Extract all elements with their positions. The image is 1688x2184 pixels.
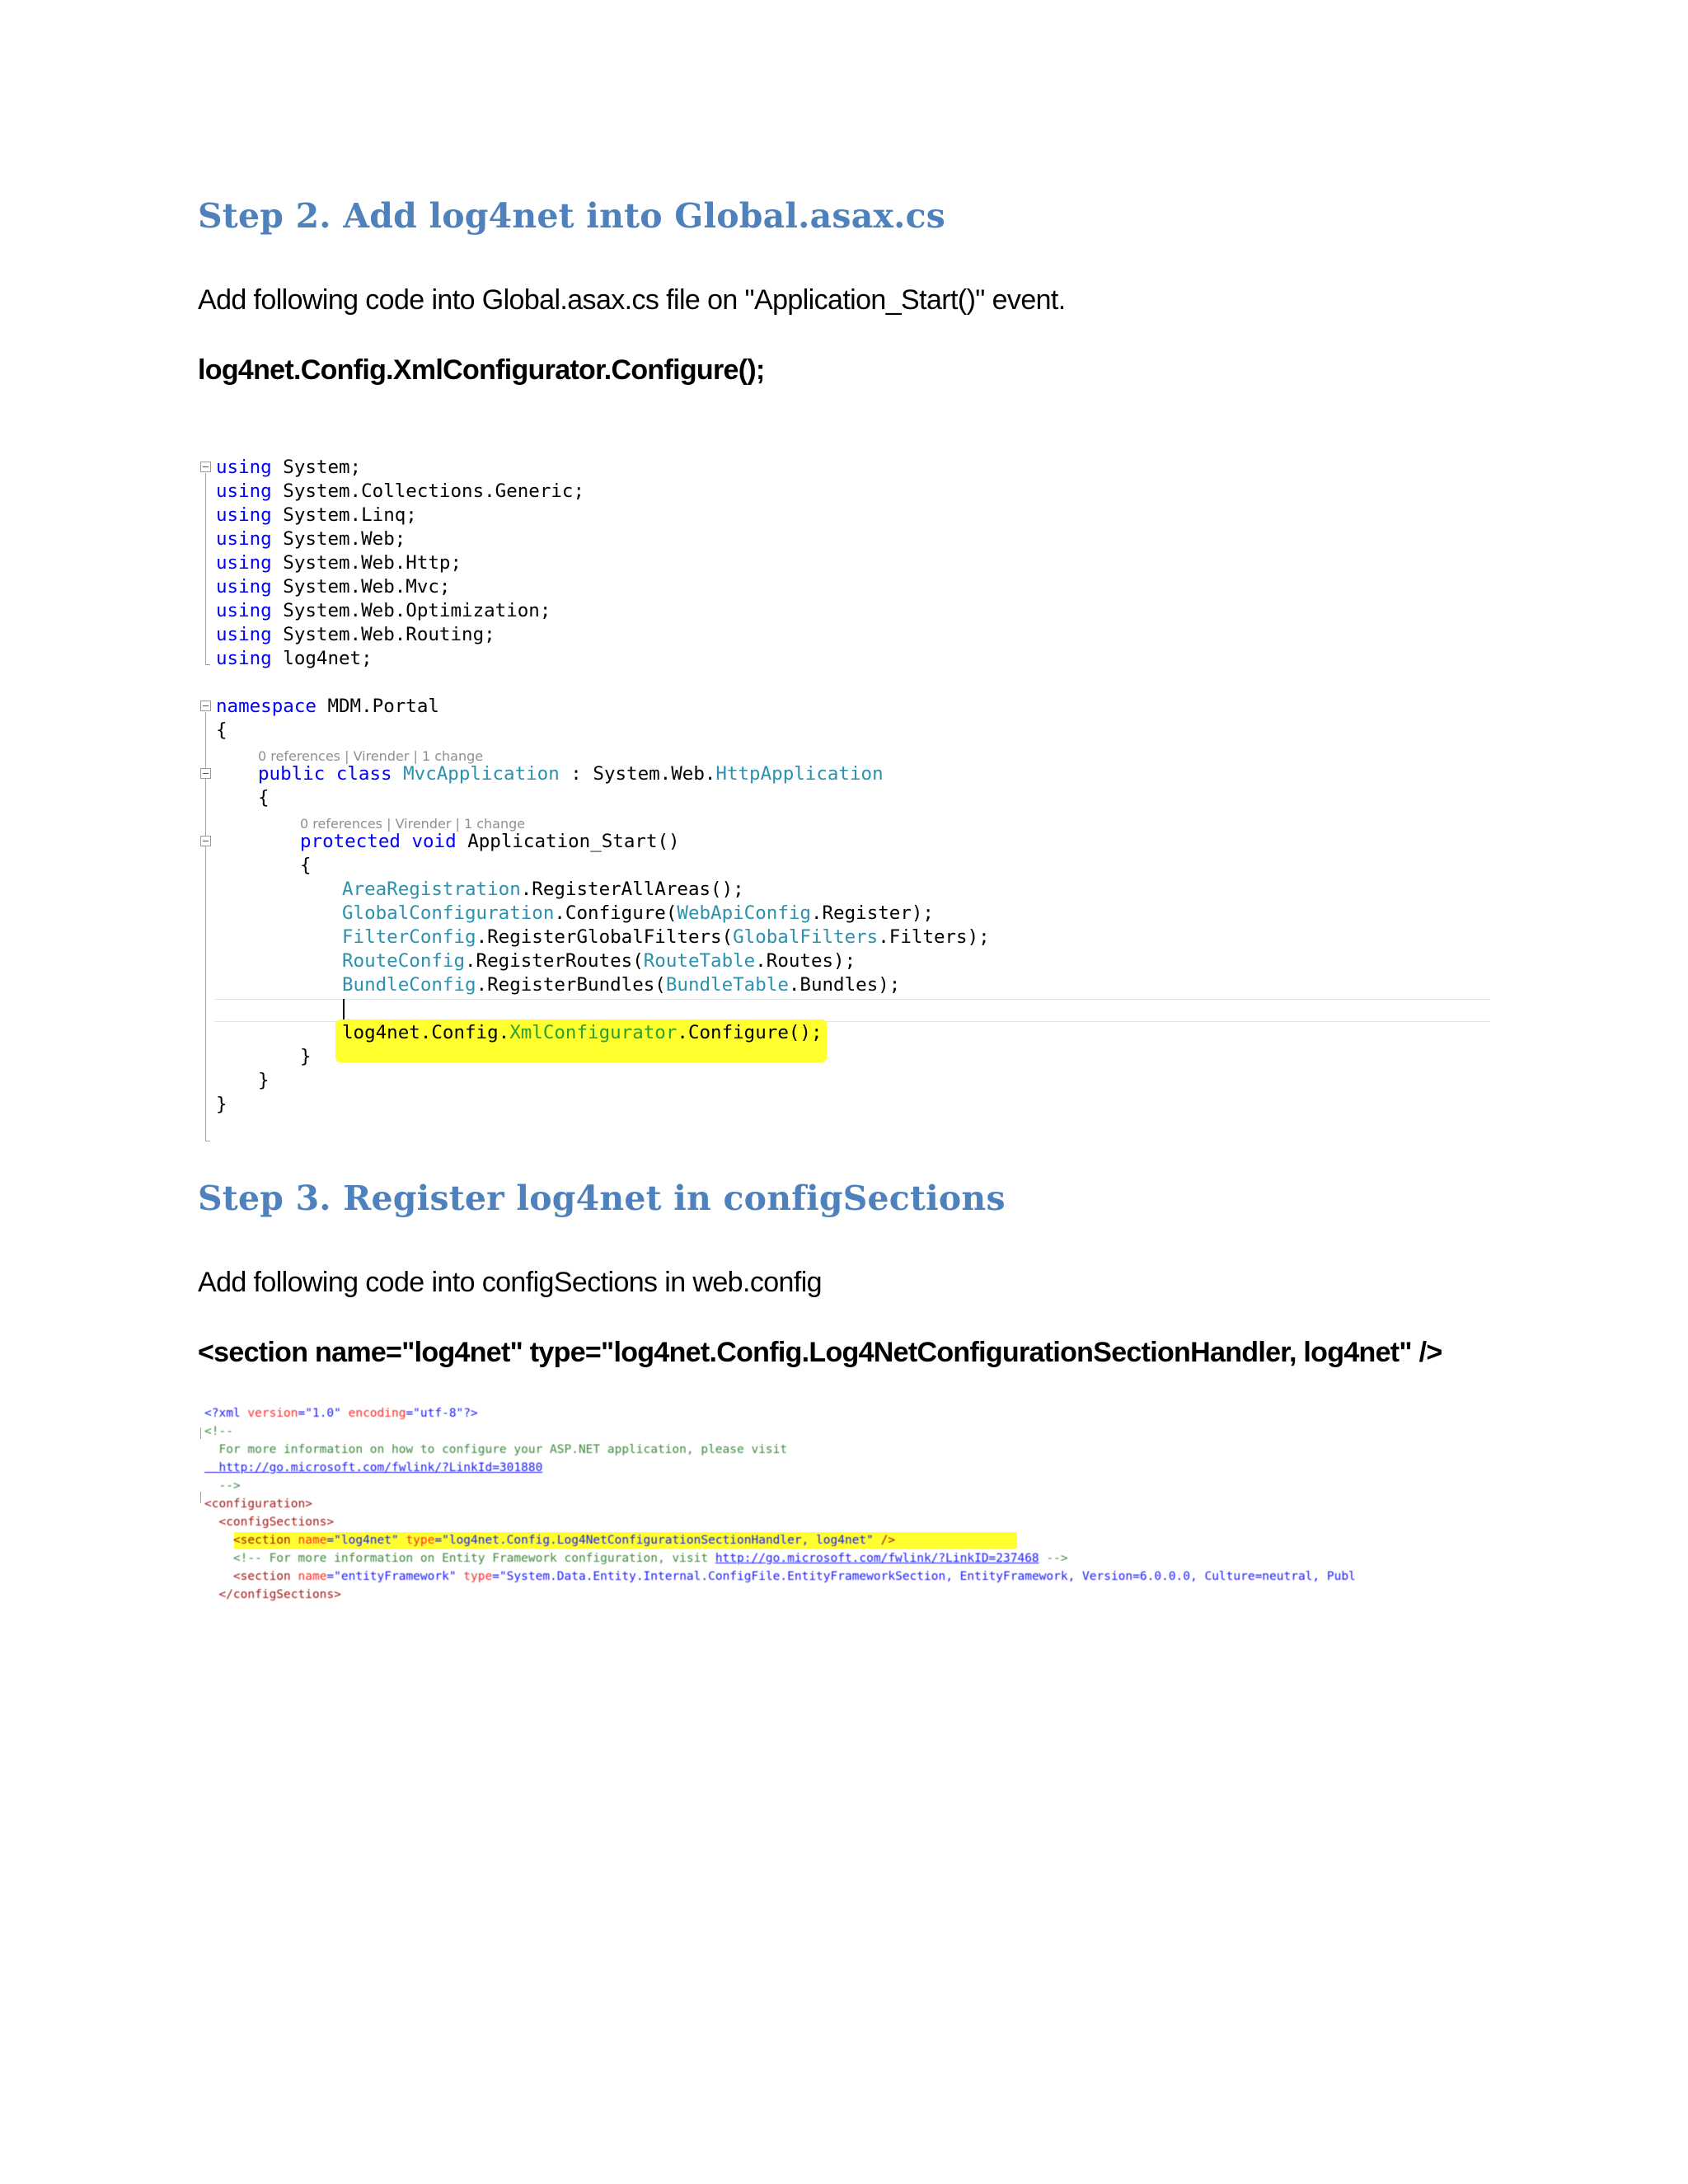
method-close-brace: } bbox=[300, 1046, 312, 1067]
step3-code-snippet: <section name="log4net" type="log4net.Config.Log4NetConfigurationSectionHandler, log4net" /> bbox=[198, 1337, 1442, 1368]
xml-ef-section: <section name="entityFramework" type="System.Data.Entity.Internal.ConfigFile.EntityFrameworkSection, EntityFramework, Version=6.0.0.0, Culture=neutral, Publ bbox=[204, 1570, 1356, 1583]
code-statement: FilterConfig.RegisterGlobalFilters(GlobalFilters.Filters); bbox=[342, 926, 990, 948]
using-line: using System.Web.Http; bbox=[216, 552, 462, 574]
namespace-open-brace: { bbox=[216, 719, 227, 741]
xml-comment-open: <!-- bbox=[204, 1425, 233, 1438]
xml-configsections-tag: <configSections> bbox=[204, 1516, 335, 1529]
step2-code-snippet: log4net.Config.XmlConfigurator.Configure(); bbox=[198, 354, 765, 386]
step3-heading: Step 3. Register log4net in configSections bbox=[198, 1179, 1006, 1218]
xml-comment-text: For more information on how to configure your ASP.NET application, please visit bbox=[204, 1443, 788, 1456]
class-declaration: public class MvcApplication : System.Web.HttpApplication bbox=[258, 763, 884, 785]
namespace-line: namespace MDM.Portal bbox=[216, 696, 439, 717]
web-config-screenshot bbox=[198, 1401, 1492, 1624]
collapse-namespace-icon bbox=[200, 701, 211, 711]
comment-outline-line bbox=[200, 1427, 201, 1439]
usings-outline-line bbox=[205, 473, 206, 664]
configuration-outline-line bbox=[200, 1492, 201, 1503]
class-open-brace: { bbox=[258, 787, 270, 808]
method-open-brace: { bbox=[300, 855, 312, 876]
using-line: using log4net; bbox=[216, 648, 373, 669]
method-declaration: protected void Application_Start() bbox=[300, 831, 680, 852]
xml-declaration: <?xml version="1.0" encoding="utf-8"?> bbox=[204, 1407, 478, 1420]
using-line: using System; bbox=[216, 457, 362, 478]
namespace-close-brace: } bbox=[216, 1094, 227, 1115]
xml-log4net-section: <section name="log4net" type="log4net.Config.Log4NetConfigurationSectionHandler, log4net" /> bbox=[204, 1534, 896, 1547]
using-line: using System.Web.Mvc; bbox=[216, 576, 451, 598]
usings-outline-tick bbox=[205, 664, 210, 665]
method-outline-line bbox=[205, 847, 206, 1094]
using-line: using System.Web.Routing; bbox=[216, 624, 495, 645]
class-close-brace: } bbox=[258, 1070, 270, 1091]
code-statement: GlobalConfiguration.Configure(WebApiConfig.Register); bbox=[342, 902, 934, 924]
xml-ef-comment: <!-- For more information on Entity Framework configuration, visit http://go.microsoft.com/fwlink/?LinkID=237468 --> bbox=[204, 1552, 1068, 1565]
text-caret bbox=[343, 999, 345, 1020]
step2-heading: Step 2. Add log4net into Global.asax.cs bbox=[198, 196, 946, 236]
code-statement: RouteConfig.RegisterRoutes(RouteTable.Routes); bbox=[342, 950, 856, 972]
code-statement: BundleConfig.RegisterBundles(BundleTable.Bundles); bbox=[342, 974, 901, 996]
collapse-class-icon bbox=[200, 768, 211, 779]
step3-instruction: Add following code into configSections in web.config bbox=[198, 1267, 822, 1298]
class-code-lens[interactable]: 0 references | Virender | 1 change bbox=[258, 748, 484, 764]
log4net-configure-line: log4net.Config.XmlConfigurator.Configure(); bbox=[342, 1022, 823, 1043]
step2-instruction: Add following code into Global.asax.cs file on "Application_Start()" event. bbox=[198, 284, 1066, 316]
using-line: using System.Linq; bbox=[216, 504, 417, 526]
collapse-usings-icon bbox=[200, 462, 211, 472]
global-asax-code-screenshot bbox=[198, 453, 1492, 1146]
xml-configsections-close: </configSections> bbox=[204, 1588, 341, 1601]
code-statement: AreaRegistration.RegisterAllAreas(); bbox=[342, 879, 744, 900]
using-line: using System.Collections.Generic; bbox=[216, 480, 585, 502]
xml-configuration-tag: <configuration> bbox=[204, 1497, 312, 1511]
current-line-highlight bbox=[214, 999, 1490, 1022]
collapse-method-icon bbox=[200, 836, 211, 846]
using-line: using System.Web.Optimization; bbox=[216, 600, 551, 621]
using-line: using System.Web; bbox=[216, 528, 406, 550]
xml-comment-close: --> bbox=[204, 1479, 241, 1493]
xml-comment-link[interactable]: http://go.microsoft.com/fwlink/?LinkId=301880 bbox=[204, 1461, 543, 1474]
method-code-lens[interactable]: 0 references | Virender | 1 change bbox=[300, 816, 526, 832]
